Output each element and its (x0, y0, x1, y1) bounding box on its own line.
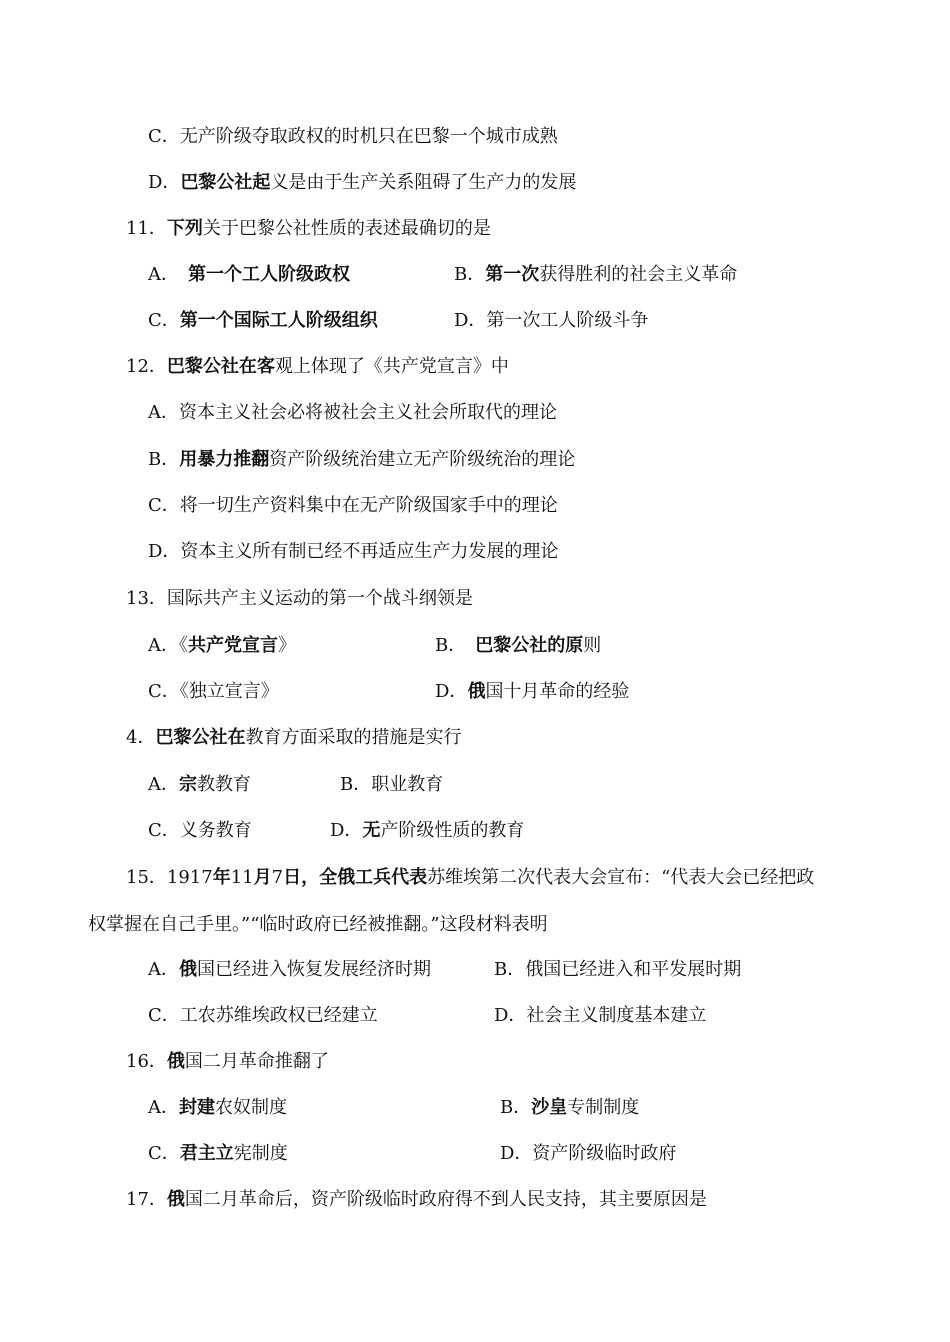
text-run: 则 (583, 635, 602, 656)
text-run: C．义务教育 (148, 820, 252, 841)
text-run: B． (454, 264, 486, 285)
text-run: C．工农苏维埃政权已经建立 (148, 1005, 378, 1026)
q16-option-c (148, 1142, 288, 1166)
text-run: 封建 (179, 1097, 215, 1118)
text-run: 关于巴黎公社性质的表述最确切的是 (202, 218, 491, 239)
text-run: 11 (230, 867, 254, 888)
question-number: 11． (126, 218, 167, 239)
text-run: 俄 (166, 1189, 185, 1210)
text-run: 7 (271, 867, 284, 888)
text-run: 观上体现了《共产党宣言》中 (274, 356, 509, 377)
text-run: 无产阶级夺取政权的时机只在巴黎一个城市成熟 (179, 126, 558, 147)
text-run: 资产阶级统治建立无产阶级统治的理论 (269, 449, 576, 470)
text-run: 俄 (467, 681, 486, 702)
text-run: A． (148, 959, 179, 980)
q15-option-b (494, 958, 741, 982)
text-run: 无 (362, 820, 381, 841)
question-12 (126, 355, 509, 379)
text-run: 国二月革命推翻了 (184, 1051, 329, 1072)
q16-option-a (148, 1096, 287, 1120)
text-run: D．社会主义制度基本建立 (494, 1005, 707, 1026)
q13-option-c (148, 680, 279, 704)
text-run: A． (148, 264, 188, 285)
question-15-line-2 (88, 913, 548, 937)
text-run: 教教育 (197, 774, 251, 795)
text-run: 月 (253, 867, 272, 888)
q10-option-c (148, 125, 558, 149)
text-run: A． (148, 1097, 179, 1118)
question-number: 17． (126, 1189, 167, 1210)
text-run: 年 (212, 867, 231, 888)
text-run: 国已经进入恢复发展经济时期 (197, 959, 431, 980)
text-run: D．资产阶级临时政府 (500, 1143, 677, 1164)
q11-option-d (454, 309, 648, 333)
text-run: B．职业教育 (340, 774, 444, 795)
q15-option-c (148, 1004, 378, 1028)
question-number: 12． (126, 356, 167, 377)
text-run: C．《独立宣言》 (148, 681, 279, 702)
text-run: C． (148, 310, 180, 331)
text-run: D．资本主义所有制已经不再适应生产力发展的理论 (148, 541, 559, 562)
text-run: 沙皇 (531, 1097, 568, 1118)
text-run: 宪制度 (233, 1143, 288, 1164)
q11-option-c (148, 309, 378, 333)
question-14 (126, 726, 461, 750)
text-run: 下列 (166, 218, 203, 239)
text-run: 专制制度 (567, 1097, 640, 1118)
q16-option-b (500, 1096, 639, 1120)
q12-option-a (148, 401, 557, 425)
text-run: 用暴力推翻 (179, 449, 270, 470)
text-run: 第一个国际工人阶级组织 (179, 310, 378, 331)
text-run: 获得胜利的社会主义革命 (539, 264, 738, 285)
text-run: 苏维埃第二次代表大会宣布：“代表大会已经把政 (427, 867, 815, 888)
q14-option-a (148, 773, 251, 797)
text-run: C．将一切生产资料集中在无产阶级国家手中的理论 (148, 495, 558, 516)
text-run: 国十月革命的经验 (485, 681, 630, 702)
q14-option-c (148, 819, 252, 843)
text-run: B．俄国已经进入和平发展时期 (494, 959, 742, 980)
text-run: B． (435, 635, 476, 656)
text-run: 第一个工人阶级政权 (188, 264, 350, 285)
text-run: 俄 (179, 959, 197, 980)
text-run: 》 (278, 635, 296, 656)
q13-option-d (435, 680, 629, 704)
text-run: D． (435, 681, 468, 702)
text-run: B． (148, 449, 180, 470)
text-run: 宗 (179, 774, 197, 795)
q15-option-d (494, 1004, 706, 1028)
q12-option-b (148, 448, 575, 472)
text-run: 巴黎公社在客 (166, 356, 275, 377)
text-run: A．资本主义社会必将被社会主义社会所取代的理论 (148, 402, 557, 423)
text-run: 产阶级性质的教育 (380, 820, 525, 841)
q13-option-a (148, 634, 296, 658)
text-run: 农奴制度 (215, 1097, 287, 1118)
question-number: 16． (126, 1051, 167, 1072)
q11-option-a (148, 263, 350, 287)
text-run: 共产党宣言 (188, 635, 278, 656)
text-run: 日，全俄工兵代表 (283, 867, 428, 888)
text-run: 君主立 (179, 1143, 234, 1164)
q14-option-b (340, 773, 443, 797)
text-run: 第一次 (485, 264, 540, 285)
text-run: 义是由于生产关系阻碍了生产力的发展 (270, 172, 577, 193)
question-11 (126, 217, 491, 241)
text-run: 国二月革命后，资产阶级临时政府得不到人民支持，其主要原因是 (184, 1189, 707, 1210)
text-run: 巴黎公社的原 (475, 635, 584, 656)
question-17 (126, 1188, 707, 1212)
text-run: A． (148, 774, 179, 795)
q12-option-c (148, 494, 558, 518)
q15-option-a (148, 958, 431, 982)
text-run: C． (148, 126, 180, 147)
text-run: 权掌握在自己手里。”“临时政府已经被推翻。”这段材料表明 (88, 914, 548, 935)
q10-option-d (148, 171, 576, 195)
q13-option-b (435, 634, 601, 658)
q12-option-d (148, 540, 558, 564)
q16-option-d (500, 1142, 676, 1166)
text-run: 13．国际共产主义运动的第一个战斗纲领是 (126, 588, 473, 609)
q11-option-b (454, 263, 737, 287)
text-run: D．第一次工人阶级斗争 (454, 310, 649, 331)
question-number: 4． (126, 727, 156, 748)
text-run: 教育方面采取的措施是实行 (245, 727, 462, 748)
q14-option-d (330, 819, 524, 843)
text-run: 15．1917 (126, 867, 213, 888)
text-run: D． (330, 820, 363, 841)
question-16 (126, 1050, 329, 1074)
text-run: 巴黎公社在 (155, 727, 246, 748)
text-run: 俄 (166, 1051, 185, 1072)
text-run: D． (148, 172, 181, 193)
text-run: 巴黎公社起 (180, 172, 271, 193)
question-13 (126, 587, 473, 611)
question-15-line-1 (126, 866, 814, 890)
text-run: C． (148, 1143, 180, 1164)
text-run: B． (500, 1097, 532, 1118)
text-run: A．《 (148, 635, 188, 656)
